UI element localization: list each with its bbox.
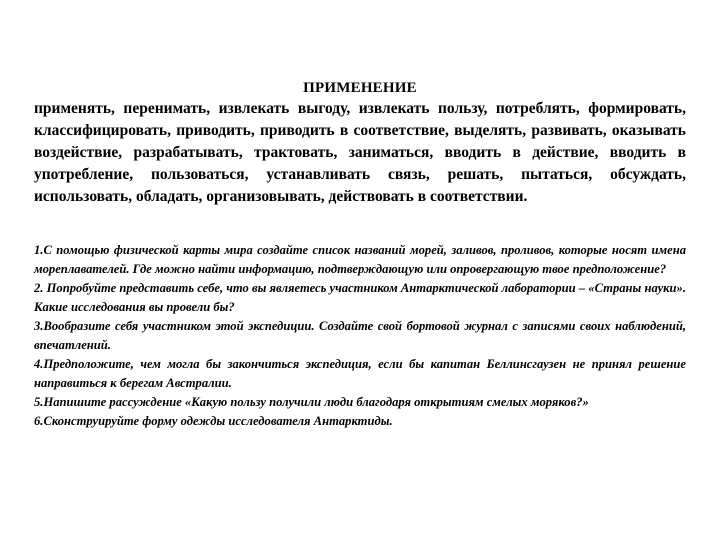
task-item-5: 5.Напишите рассуждение «Какую пользу получили люди благодаря открытиям смелых моряков?»	[34, 395, 589, 409]
verb-list-paragraph: применять, перенимать, извлекать выгоду, извлекать пользу, потреблять, формировать, классифицировать, приводить, приводить в соответствие, выделять, развивать, оказывать воздействие, разрабатывать, трактовать, заниматься, вводить в действие, вводить в употребление, пользоваться, устанавливать связь, решать, пытаться, обсуждать, использовать, обладать, организовывать, действовать в соответствии.	[34, 100, 686, 205]
task-list	[34, 241, 686, 431]
task-item-2: 2. Попробуйте представить себе, что вы являетесь участником Антарктической лаборатории – «Страны науки». Какие исследования вы провели бы?	[34, 281, 686, 314]
task-item-4: 4.Предположите, чем могла бы закончиться экспедиция, если бы капитан Беллинсгаузен не принял решение направиться к берегам Австралии.	[34, 357, 686, 390]
task-item-3: 3.Вообразите себя участником этой экспедиции. Создайте свой бортовой журнал с записями своих наблюдений, впечатлений.	[34, 319, 686, 352]
task-item-1: 1.С помощью физической карты мира создайте список названий морей, заливов, проливов, которые носят имена мореплавателей. Где можно найти информацию, подтверждающую или опровергающую твое предположение?	[34, 243, 686, 276]
task-item-6: 6.Сконструируйте форму одежды исследователя Антарктиды.	[34, 414, 393, 428]
page-title: ПРИМЕНЕНИЕ	[303, 80, 417, 96]
